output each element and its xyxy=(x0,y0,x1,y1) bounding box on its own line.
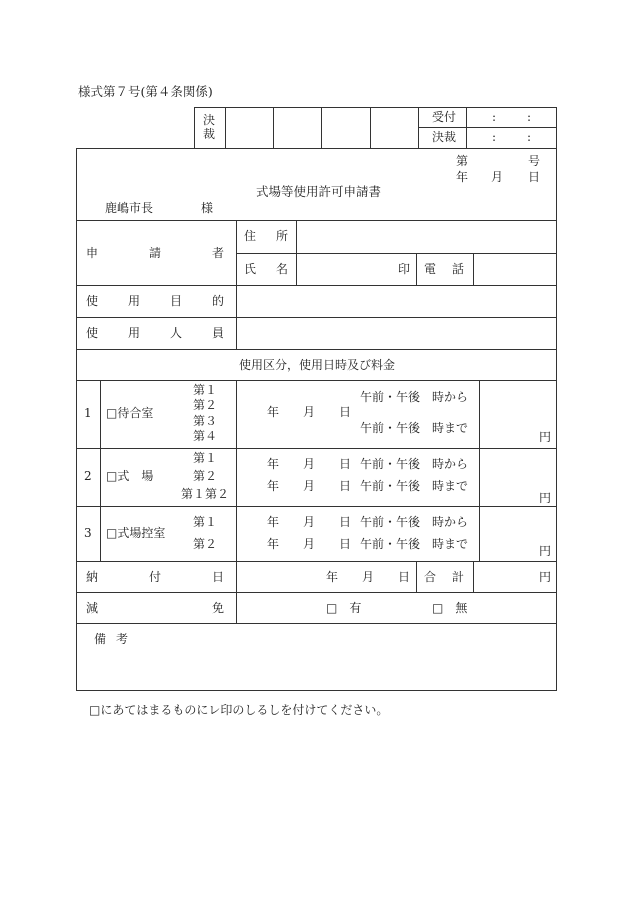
slot-label: 第１ xyxy=(193,515,218,529)
date-tsuki: 月 xyxy=(303,405,316,419)
ampm-label: 午前・午後 xyxy=(360,390,421,404)
people-label: 使 用 人 員 xyxy=(86,326,224,340)
footnote: □にあてはまるものにレ印のしるしを付けてください。 xyxy=(89,703,389,717)
yen-label: 円 xyxy=(539,544,552,558)
total-label: 合 計 xyxy=(424,570,464,584)
name-label: 氏 名 xyxy=(244,262,288,276)
yen-label: 円 xyxy=(539,430,552,444)
kessai2-label: 決裁 xyxy=(432,130,457,144)
room-checkbox-label[interactable]: □式 場 xyxy=(106,469,154,483)
slot-label: 第１ xyxy=(193,383,218,397)
slot-label: 第２ xyxy=(193,537,218,551)
date-tsuki: 月 xyxy=(303,515,316,529)
yen-label: 円 xyxy=(539,570,552,584)
address-field[interactable] xyxy=(298,221,555,252)
slot-label: 第３ xyxy=(193,414,218,428)
date-hi: 日 xyxy=(398,570,411,584)
ampm-label: 午前・午後 xyxy=(360,537,421,551)
form-number: 様式第７号(第４条関係) xyxy=(78,84,213,99)
yen-label: 円 xyxy=(539,491,552,505)
slot-label: 第１ xyxy=(193,451,218,465)
date-nen: 年 xyxy=(267,457,280,471)
from-label: 時から xyxy=(432,457,469,471)
date-tsuki: 月 xyxy=(303,537,316,551)
until-label: 時まで xyxy=(432,479,469,493)
seal-mark: 印 xyxy=(398,262,411,276)
date-nen: 年 xyxy=(456,170,469,184)
room-number: 1 xyxy=(84,406,92,420)
uketsuke-time-colon-2: : xyxy=(527,110,532,124)
applicant-label: 申 請 者 xyxy=(86,246,224,260)
purpose-label: 使 用 目 的 xyxy=(86,294,224,308)
usage-header: 使用区分，使用日時及び料金 xyxy=(239,358,396,372)
date-hi: 日 xyxy=(339,457,352,471)
date-nen: 年 xyxy=(267,405,280,419)
phone-field[interactable] xyxy=(475,254,555,284)
kessai-label-bottom: 裁 xyxy=(203,127,216,141)
people-field[interactable] xyxy=(238,318,555,348)
payment-date-label: 納 付 日 xyxy=(86,570,224,584)
slot-label: 第１第２ xyxy=(181,487,230,501)
kessai-time-colon-2: : xyxy=(527,130,532,144)
ampm-label: 午前・午後 xyxy=(360,457,421,471)
purpose-field[interactable] xyxy=(238,286,555,316)
date-nen: 年 xyxy=(267,537,280,551)
ampm-label: 午前・午後 xyxy=(360,479,421,493)
room-number: 3 xyxy=(84,526,92,540)
uketsuke-time-colon-1: : xyxy=(492,110,497,124)
from-label: 時から xyxy=(432,515,469,529)
exemption-yes-checkbox[interactable]: □ 有 xyxy=(326,601,362,615)
name-field[interactable] xyxy=(298,254,388,284)
phone-label: 電 話 xyxy=(424,262,464,276)
from-label: 時から xyxy=(432,390,469,404)
until-label: 時まで xyxy=(432,421,469,435)
date-hi: 日 xyxy=(528,170,541,184)
date-hi: 日 xyxy=(339,405,352,419)
number-dai: 第 xyxy=(456,154,469,168)
remarks-label: 備 考 xyxy=(94,632,128,646)
room-checkbox-label[interactable]: □待合室 xyxy=(106,406,154,420)
slot-label: 第４ xyxy=(193,429,218,443)
date-nen: 年 xyxy=(267,515,280,529)
remarks-field[interactable] xyxy=(78,650,555,690)
room-checkbox-label[interactable]: □式場控室 xyxy=(106,526,166,540)
date-nen: 年 xyxy=(326,570,339,584)
date-tsuki: 月 xyxy=(491,170,504,184)
ampm-label: 午前・午後 xyxy=(360,421,421,435)
until-label: 時まで xyxy=(432,537,469,551)
date-tsuki: 月 xyxy=(303,457,316,471)
slot-label: 第２ xyxy=(193,469,218,483)
kessai-time-colon-1: : xyxy=(492,130,497,144)
room-number: 2 xyxy=(84,469,92,483)
addressee: 鹿嶋市長 xyxy=(105,201,154,215)
exemption-label: 減 免 xyxy=(86,601,224,615)
date-hi: 日 xyxy=(339,515,352,529)
date-hi: 日 xyxy=(339,537,352,551)
form-title: 式場等使用許可申請書 xyxy=(256,184,382,199)
date-tsuki: 月 xyxy=(303,479,316,493)
date-nen: 年 xyxy=(267,479,280,493)
ampm-label: 午前・午後 xyxy=(360,515,421,529)
kessai-label-top: 決 xyxy=(203,113,216,127)
date-tsuki: 月 xyxy=(362,570,375,584)
addressee-sama: 様 xyxy=(201,201,214,215)
exemption-no-checkbox[interactable]: □ 無 xyxy=(432,601,468,615)
uketsuke-label: 受付 xyxy=(432,110,457,124)
address-label: 住 所 xyxy=(244,229,288,243)
number-go: 号 xyxy=(528,154,541,168)
slot-label: 第２ xyxy=(193,398,218,412)
date-hi: 日 xyxy=(339,479,352,493)
